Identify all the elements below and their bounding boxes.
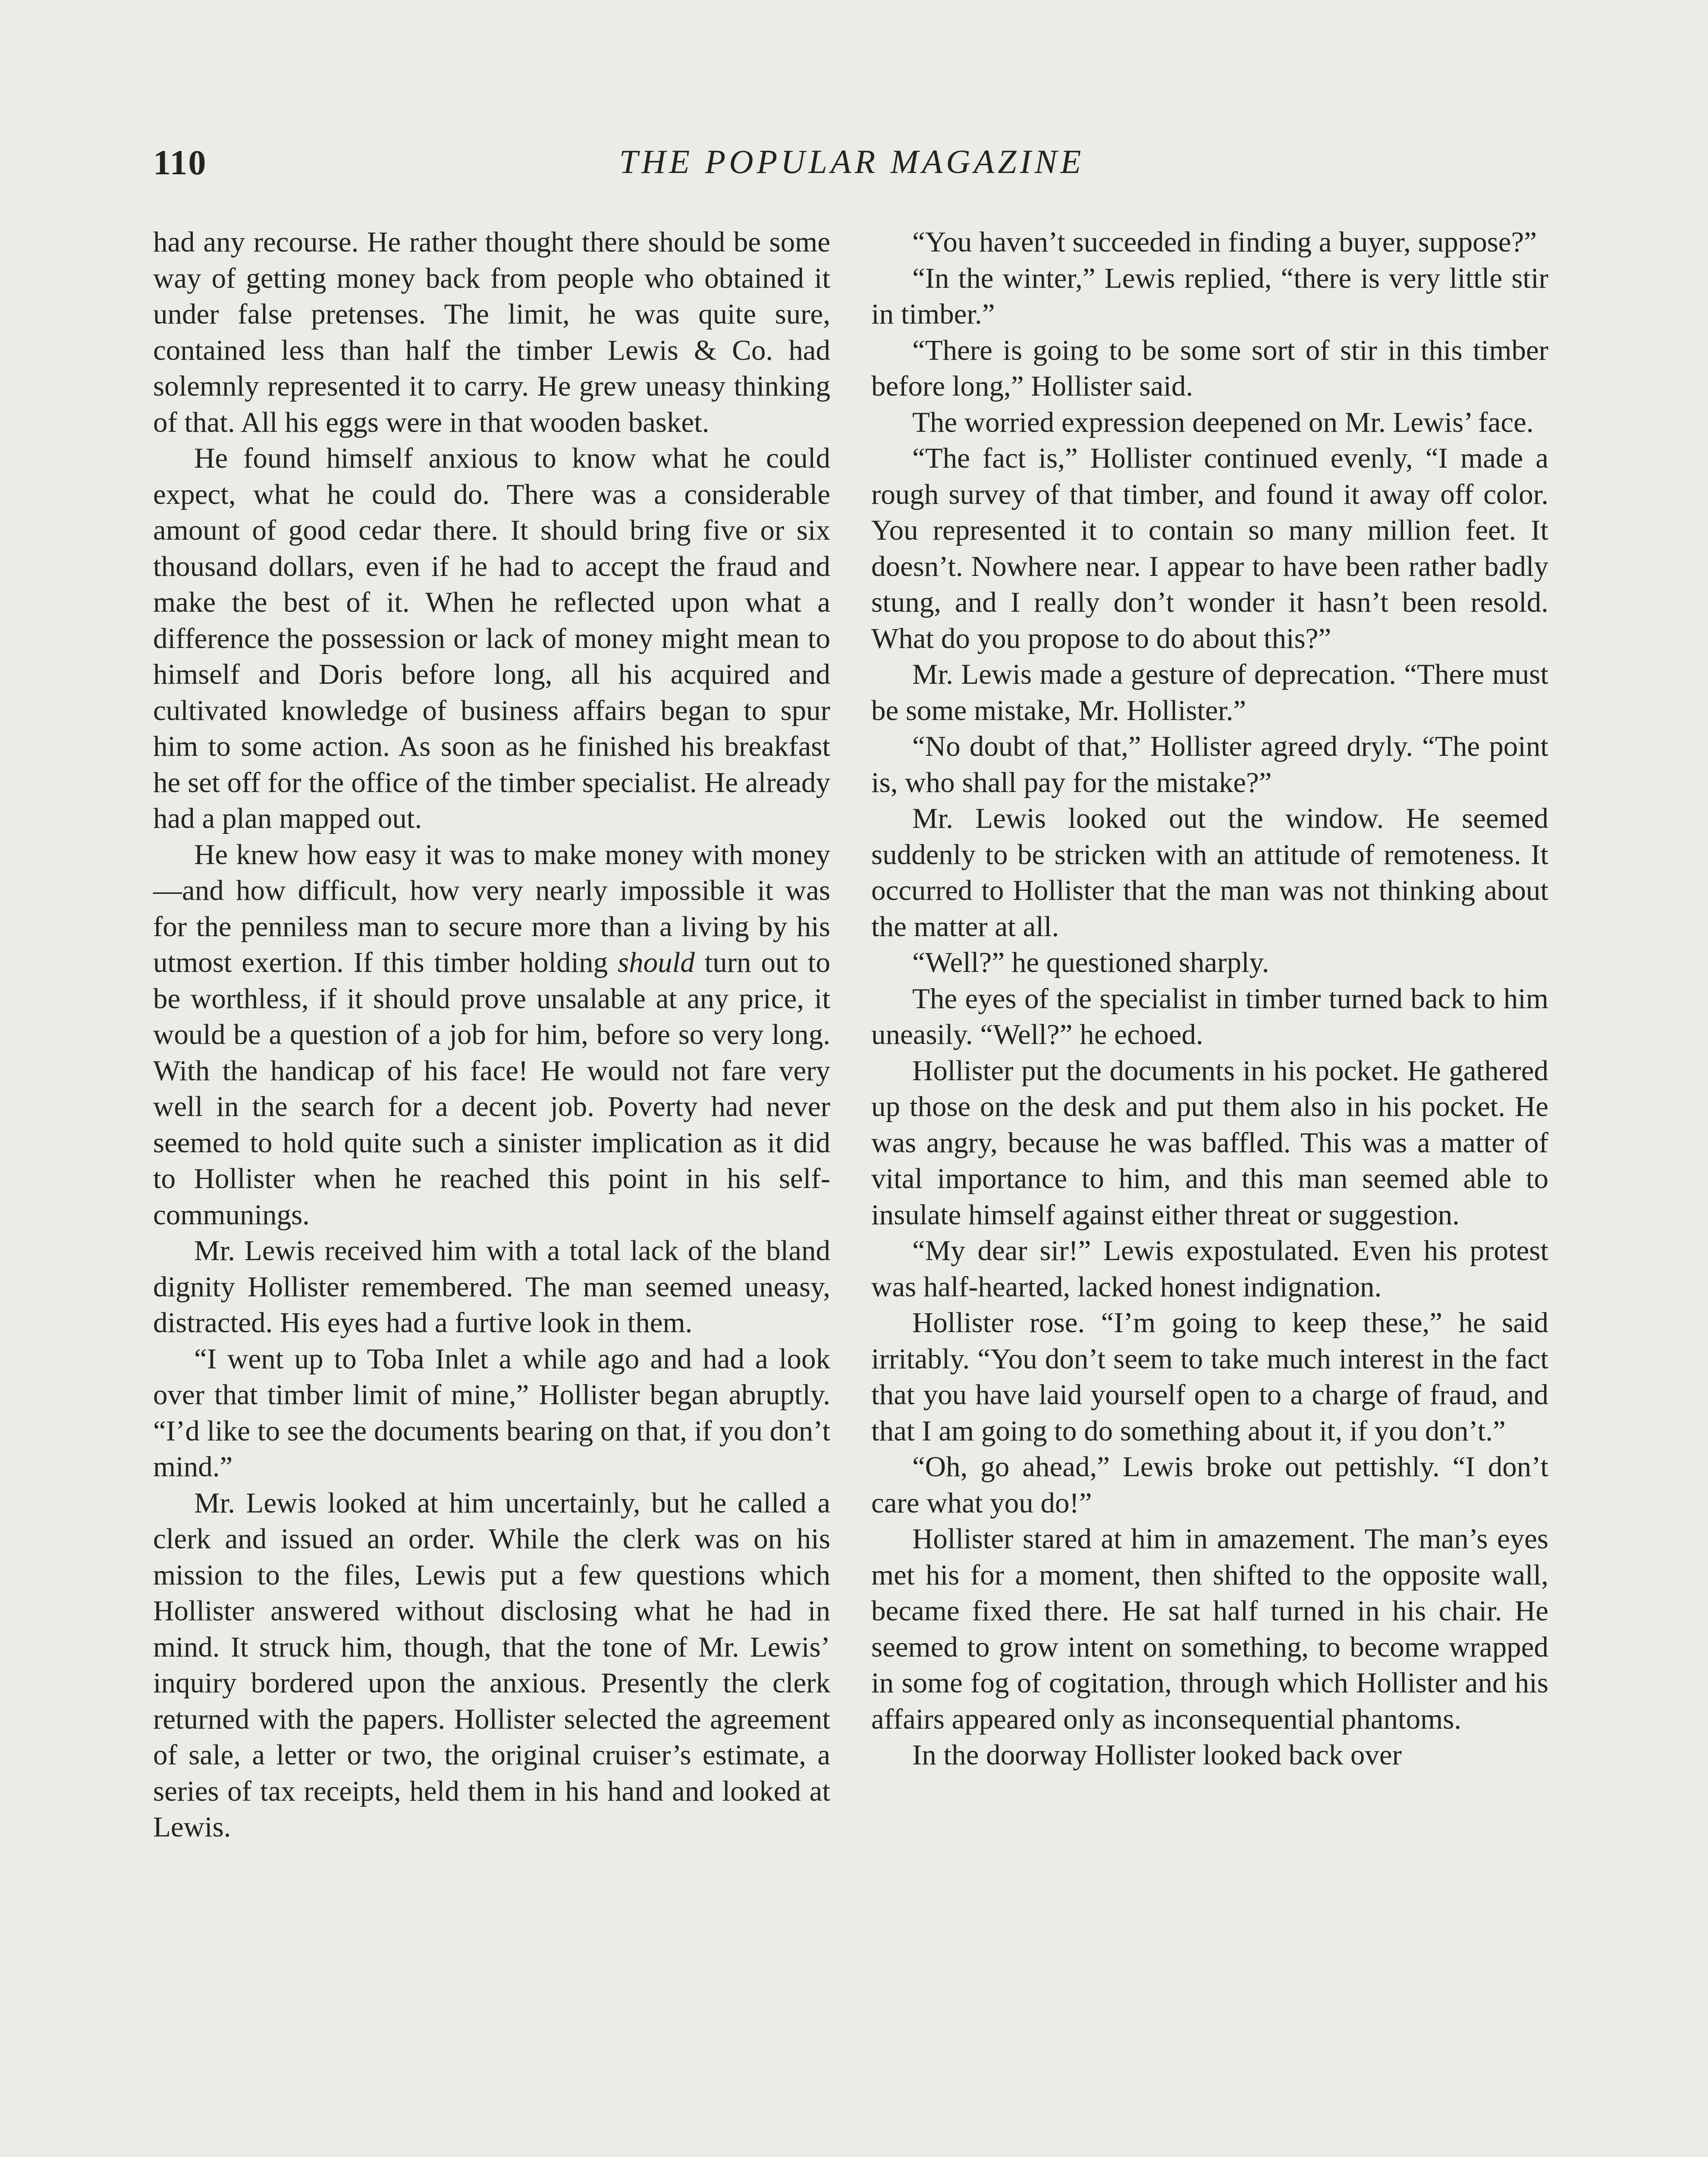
- paragraph: In the doorway Hollister looked back over: [912, 1739, 1402, 1771]
- page-header: [153, 142, 1551, 194]
- emphasized-word: should: [618, 946, 695, 978]
- paragraph: “Oh, go ahead,” Lewis broke out pettishly. “I don’t care what you do!”: [871, 1451, 1548, 1519]
- paragraph: Hollister rose. “I’m going to keep these,” he said irritably. “You don’t seem to take much interest in the fact that you have laid yourself open to a charge of fraud, and that I am going to do something about it, if you don’t.”: [871, 1307, 1548, 1447]
- paragraph: “Well?” he questioned sharply.: [912, 946, 1269, 978]
- paragraph: Mr. Lewis made a gesture of deprecation. “There must be some mistake, Mr. Hollister.”: [871, 658, 1548, 726]
- paragraph: The eyes of the specialist in timber turned back to him uneasily. “Well?” he echoed.: [871, 982, 1548, 1050]
- paragraph: [153, 837, 830, 1233]
- paragraph: “I went up to Toba Inlet a while ago and had a look over that timber limit of mine,” Hollister began abruptly. “I’d like to see the documents bearing on that, if you don’t mind.”: [153, 1343, 830, 1483]
- paragraph: Hollister put the documents in his pocket. He gathered up those on the desk and put them also in his pocket. He was angry, because he was baffled. This was a matter of vital importance to him, and this man seemed able to insulate himself against either threat or suggestion.: [871, 1054, 1548, 1231]
- paragraph: He found himself anxious to know what he could expect, what he could do. There was a considerable amount of good cedar there. It should bring five or six thousand dollars, even if he had to accept the fraud and make the best of it. When he reflected upon what a difference the possession or lack of money might mean to himself and Doris before long, all his acquired and cultivated knowledge of business affairs began to spur him to some action. As soon as he finished his breakfast he set off for the office of the timber specialist. He already had a plan mapped out.: [153, 442, 830, 834]
- paragraph: “There is going to be some sort of stir in this timber before long,” Hollister said.: [871, 334, 1548, 402]
- left-text-column: [153, 224, 830, 1846]
- paragraph: “The fact is,” Hollister continued evenly, “I made a rough survey of that timber, and found it away off color. You represented it to contain so many million feet. It doesn’t. Nowhere near. I appear to have been rather badly stung, and I really don’t wonder it hasn’t been resold. What do you propose to do about this?”: [871, 442, 1548, 654]
- right-text-column: [871, 224, 1548, 1773]
- paragraph: “In the winter,” Lewis replied, “there is very little stir in timber.”: [871, 262, 1548, 330]
- paragraph: had any recourse. He rather thought there should be some way of getting money back from people who obtained it under false pretenses. The limit, he was quite sure, contained less than half the timber Lewis & Co. had solemnly represented it to carry. He grew uneasy thinking of that. All his eggs were in that wooden basket.: [153, 226, 830, 438]
- paragraph-text: He knew how easy it was to make money with money—and how difficult, how very nearly impossible it was for the penniless man to secure more than a living by his utmost exertion. If this timber holding: [153, 838, 830, 978]
- paragraph: Mr. Lewis received him with a total lack of the bland dignity Hollister remembered. The man seemed uneasy, distracted. His eyes had a furtive look in them.: [153, 1235, 830, 1339]
- paragraph: Hollister stared at him in amazement. The man’s eyes met his for a moment, then shifted to the opposite wall, became fixed there. He sat half turned in his chair. He seemed to grow intent on something, to become wrapped in some fog of cogitation, through which Hollister and his affairs appeared only as inconsequential phantoms.: [871, 1523, 1548, 1735]
- running-title: THE POPULAR MAGAZINE: [619, 143, 1085, 180]
- paragraph: “My dear sir!” Lewis expostulated. Even his protest was half-hearted, lacked honest indignation.: [871, 1235, 1548, 1303]
- paragraph: The worried expression deepened on Mr. Lewis’ face.: [912, 406, 1534, 438]
- paragraph: “You haven’t succeeded in finding a buyer, suppose?”: [912, 226, 1537, 258]
- paragraph: “No doubt of that,” Hollister agreed dryly. “The point is, who shall pay for the mistake?”: [871, 730, 1548, 799]
- paragraph: Mr. Lewis looked out the window. He seemed suddenly to be stricken with an attitude of remoteness. It occurred to Hollister that the man was not thinking about the matter at all.: [871, 802, 1548, 943]
- page-number: 110: [153, 143, 207, 182]
- paragraph: Mr. Lewis looked at him uncertainly, but he called a clerk and issued an order. While the clerk was on his mission to the files, Lewis put a few questions which Hollister answered without disclosing what he had in mind. It struck him, though, that the tone of Mr. Lewis’ inquiry bordered upon the anxious. Presently the clerk returned with the papers. Hollister selected the agreement of sale, a letter or two, the original cruiser’s estimate, a series of tax receipts, held them in his hand and looked at Lewis.: [153, 1487, 830, 1843]
- paragraph-text: turn out to be worthless, if it should prove unsalable at any price, it would be a question of a job for him, before so very long. With the handicap of his face! He would not fare very well in the search for a decent job. Poverty had never seemed to hold quite such a sinister implication as it did to Hollister when he reached this point in his self-communings.: [153, 946, 831, 1231]
